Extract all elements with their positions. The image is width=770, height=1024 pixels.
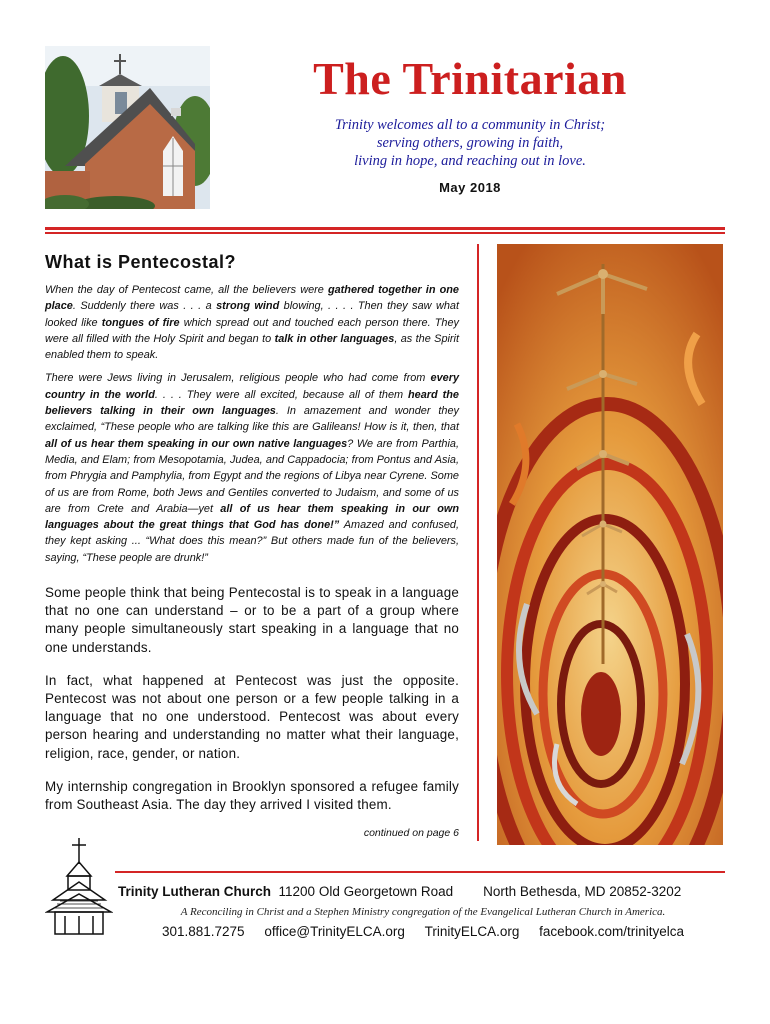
contact-line <box>118 924 728 939</box>
article-heading: What is Pentecostal? <box>45 252 237 272</box>
email-link[interactable]: office@TrinityELCA.org <box>264 924 405 939</box>
motto-line: living in hope, and reaching out in love. <box>354 153 586 169</box>
emphasized-text: every country in the world <box>45 372 459 401</box>
motto-line: Trinity welcomes all to a community in Christ; <box>334 117 606 133</box>
text-run: , as the Spirit enabled them to speak. <box>45 332 459 362</box>
column-divider <box>477 244 479 841</box>
article-paragraph: Some people think that being Pentecostal is to speak in a language that no one can understand – or to be a part of a group where many people simultaneously start speaking in a language that no one understands. <box>45 585 459 655</box>
emphasized-text: gathered together in one place <box>45 284 459 313</box>
article-paragraph: My internship congregation in Brooklyn sponsored a refugee family from Southeast Asia. The day they arrived I visited them. <box>45 778 459 813</box>
facebook-link[interactable]: facebook.com/trinityelca <box>539 924 684 939</box>
church-photo <box>45 46 210 209</box>
text-run: . In amazement and wonder they exclaimed, “These people who are talking like this are Galileans! How is it, then, that <box>45 405 459 434</box>
scripture-passage-1 <box>45 282 459 363</box>
continued-link[interactable]: continued on page 6 <box>363 827 459 840</box>
church-name: Trinity Lutheran Church <box>118 884 272 899</box>
text-run: . Suddenly there was . . . a <box>72 300 217 313</box>
text-run: . . . . They were all excited, because all of them <box>154 388 409 401</box>
footer <box>118 884 728 939</box>
motto <box>230 116 710 170</box>
emphasized-text: tongues of fire <box>101 316 180 329</box>
header-divider <box>45 227 725 230</box>
text-run: blowing, . . . . Then they saw what looked like <box>45 300 459 329</box>
emphasized-text: talk in other languages <box>274 332 395 345</box>
newsletter-title: The Trinitarian <box>313 53 627 104</box>
street-address: 11200 Old Georgetown Road <box>278 884 454 899</box>
masthead <box>230 52 710 195</box>
emphasized-text: all of us hear them speaking in our own languages about the great things that God has done!” <box>45 502 459 532</box>
church-tagline: A Reconciling in Christ and a Stephen Ministry congregation of the Evangelical Lutheran Church in America. <box>180 906 666 918</box>
emphasized-text: strong wind <box>216 300 280 313</box>
emphasized-text: all of us hear them speaking in our own native languages <box>45 437 348 450</box>
text-run: Amazed and confused, they kept asking ... “What does this mean?” But others made fun of the believers, saying, “These people are drunk!” <box>45 519 459 564</box>
article <box>45 252 459 839</box>
church-address-line <box>118 884 728 899</box>
footer-divider <box>115 871 725 873</box>
text-run: When the day of Pentecost came, all the believers were <box>45 284 328 296</box>
phone-number[interactable]: 301.881.7275 <box>161 924 245 939</box>
issue-date: May 2018 <box>439 180 501 195</box>
text-run: There were Jews living in Jerusalem, religious people who had come from <box>45 372 431 385</box>
church-steeple-logo <box>45 838 113 938</box>
city-address: North Bethesda, MD 20852-3202 <box>483 884 682 899</box>
text-run: ? We are from Parthia, Media, and Elam; from Mesopotamia, Judea, and Cappadocia; from Pontus and Asia, from Phrygia and Pamphylia, from Egypt and the regions of Libya near Cyrene. Some of us are from Rome, both Jews and Gentiles converted to Judaism, and some of us are from Crete and Arabia—yet <box>45 437 459 515</box>
website-link[interactable]: TrinityELCA.org <box>424 924 520 939</box>
header-divider <box>45 232 725 234</box>
pentecost-artwork <box>497 244 723 845</box>
text-run: which spread out and touched each person there. They were all filled with the Holy Spirit and began to <box>45 316 459 345</box>
emphasized-text: heard the believers talking in their own languages <box>45 388 459 418</box>
scripture-passage-2 <box>45 370 459 566</box>
motto-line: serving others, growing in faith, <box>376 135 564 151</box>
article-paragraph: In fact, what happened at Pentecost was just the opposite. Pentecost was not about one person or a few people talking in a language that no one understood. Pentecost was about every person hearing and understanding no matter what their language, religion, race, gender, or nation. <box>45 672 459 761</box>
